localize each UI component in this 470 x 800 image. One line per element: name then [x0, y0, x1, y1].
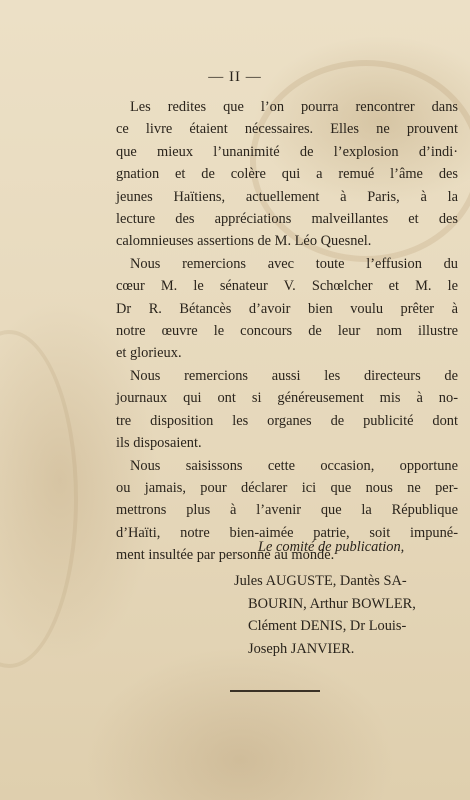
text-line: tre disposition les organes de publicité dont [116, 412, 458, 429]
text-line: Nous saisissons cette occasion, opportune [130, 457, 458, 474]
text-line: Dr R. Bétancès d’avoir bien voulu prêter à [116, 300, 458, 317]
signature-names [116, 570, 458, 660]
text-line: et glorieux. [116, 345, 182, 362]
body-text [116, 96, 458, 567]
signature-heading: Le comité de publication, [258, 539, 405, 555]
text-line: cœur M. le sénateur V. Schœlcher et M. le [116, 278, 458, 295]
signature-line: Jules AUGUSTE, Dantès SA- [234, 573, 407, 590]
closing-rule [230, 690, 320, 692]
text-line: calomnieuses assertions de M. Léo Quesnel. [116, 233, 372, 250]
text-line: mettrons plus à l’avenir que la République [116, 502, 458, 519]
text-line: ment insultée par personne au monde. [116, 547, 335, 564]
text-line: que mieux l’unanimité de l’explosion d’indi· [116, 143, 458, 160]
text-line: ou jamais, pour déclarer ici que nous ne per- [116, 479, 458, 496]
signature-line: BOURIN, Arthur BOWLER, [248, 595, 416, 612]
text-line: Les redites que l’on pourra rencontrer dans [130, 99, 458, 115]
signature-block [116, 536, 458, 660]
text-line: gnation et de colère qui a remué l’âme des [116, 166, 458, 183]
paragraph-3 [116, 365, 458, 455]
water-stain-left [0, 330, 78, 668]
text-line: Nous remercions avec toute l’effusion du [130, 255, 458, 272]
text-line: jeunes Haïtiens, actuellement à Paris, à la [116, 188, 458, 205]
signature-line: Joseph JANVIER. [248, 640, 355, 657]
paragraph-2 [116, 253, 458, 365]
text-line: journaux qui ont si généreusement mis à no- [116, 390, 458, 407]
text-line: notre œuvre le concours de leur nom illustre [116, 323, 458, 340]
signature-line: Clément DENIS, Dr Louis- [248, 618, 407, 635]
paragraph-1 [116, 96, 458, 253]
text-line: lecture des appréciations malveillantes et des [116, 211, 458, 228]
text-line: Nous remercions aussi les directeurs de [130, 367, 458, 384]
text-line: ils disposaient. [116, 435, 202, 452]
text-line: ce livre étaient nécessaires. Elles ne prouvent [116, 121, 458, 138]
text-line: d’Haïti, notre bien-aimée patrie, soit impuné- [116, 524, 458, 541]
page-number: — II — [208, 69, 262, 85]
